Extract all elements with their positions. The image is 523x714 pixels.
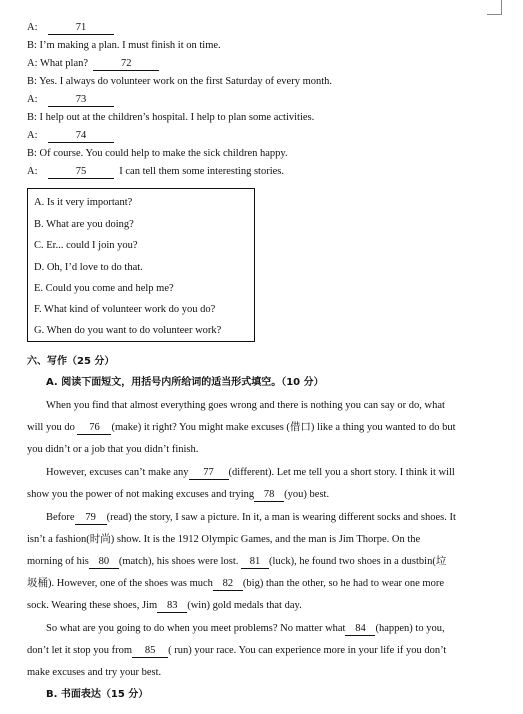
option-f: F. What kind of volunteer work do you do?: [34, 304, 216, 315]
passage-line: will you do 76 (make) it right? You might make excuses (借口) like a thing you wanted to do but: [27, 422, 456, 433]
passage-line: don’t let it stop you from 85 ( run) your race. You can experience more in your life if you don’t: [27, 645, 447, 656]
dialogue-line-2: B: I’m making a plan. I must finish it on time.: [27, 40, 221, 51]
blank-74[interactable]: 74: [48, 130, 114, 143]
passage-line: you didn’t or a job that you didn’t finish.: [27, 444, 199, 455]
blank-72[interactable]: 72: [93, 58, 159, 71]
blank-85[interactable]: 85: [132, 645, 168, 658]
part-a-title: A. 阅读下面短文，用括号内所给词的适当形式填空。（10 分）: [46, 377, 324, 388]
dialogue-line-9: A: 75 I can tell them some interesting stories.: [27, 166, 284, 177]
passage-line: 圾桶). However, one of the shoes was much 82 (big) than the other, so he had to wear one more: [27, 578, 444, 589]
dialogue-line-5: A: 73: [27, 93, 114, 107]
passage-line: When you find that almost everything goes wrong and there is nothing you can say or do, what: [46, 400, 445, 411]
passage-line: So what are you going to do when you meet problems? No matter what 84 (happen) to you,: [46, 623, 445, 634]
blank-73[interactable]: 73: [48, 94, 114, 107]
option-d: D. Oh, I’d love to do that.: [34, 262, 143, 273]
blank-80[interactable]: 80: [89, 556, 119, 569]
option-b: B. What are you doing?: [34, 219, 134, 230]
blank-78[interactable]: 78: [254, 489, 284, 502]
passage-line: Before 79 (read) the story, I saw a picture. In it, a man is wearing different socks and shoes. It: [46, 512, 456, 523]
part-b-title: B. 书面表达（15 分）: [46, 689, 149, 700]
option-e: E. Could you come and help me?: [34, 283, 174, 294]
blank-79[interactable]: 79: [75, 512, 107, 525]
dialogue-line-7: A: 74: [27, 129, 114, 143]
blank-83[interactable]: 83: [157, 600, 187, 613]
blank-82[interactable]: 82: [213, 578, 243, 591]
options-box: [27, 188, 255, 342]
dialogue-line-4: B: Yes. I always do volunteer work on the first Saturday of every month.: [27, 76, 333, 87]
blank-71[interactable]: 71: [48, 22, 114, 35]
blank-76[interactable]: 76: [77, 422, 111, 435]
section-title: 六、写作（25 分）: [27, 356, 115, 367]
blank-75[interactable]: 75: [48, 166, 114, 179]
passage-line: morning of his 80 (match), his shoes were lost. 81 (luck), he found two shoes in a dustbin(垃: [27, 556, 447, 567]
blank-77[interactable]: 77: [189, 467, 229, 480]
page-corner-mark: [487, 0, 502, 15]
dialogue-line-6: B: I help out at the children’s hospital. I help to plan some activities.: [27, 112, 315, 123]
dialogue-line-8: B: Of course. You could help to make the sick children happy.: [27, 148, 288, 159]
option-c: C. Er... could I join you?: [34, 240, 138, 251]
passage-line: make excuses and try your best.: [27, 667, 162, 678]
passage-line: However, excuses can’t make any 77 (different). Let me tell you a short story. I think it will: [46, 467, 455, 478]
dialogue-line-1: A: 71: [27, 21, 114, 35]
option-g: G. When do you want to do volunteer work?: [34, 325, 222, 336]
option-a: A. Is it very important?: [34, 197, 133, 208]
blank-81[interactable]: 81: [241, 556, 269, 569]
passage-line: show you the power of not making excuses and trying 78 (you) best.: [27, 489, 330, 500]
passage-line: sock. Wearing these shoes, Jim 83 (win) gold medals that day.: [27, 600, 302, 611]
blank-84[interactable]: 84: [345, 623, 375, 636]
passage-line: isn’t a fashion(时尚) show. It is the 1912 Olympic Games, and the man is Jim Thorpe. On the: [27, 534, 421, 545]
dialogue-line-3: A: What plan? 72: [27, 57, 159, 71]
